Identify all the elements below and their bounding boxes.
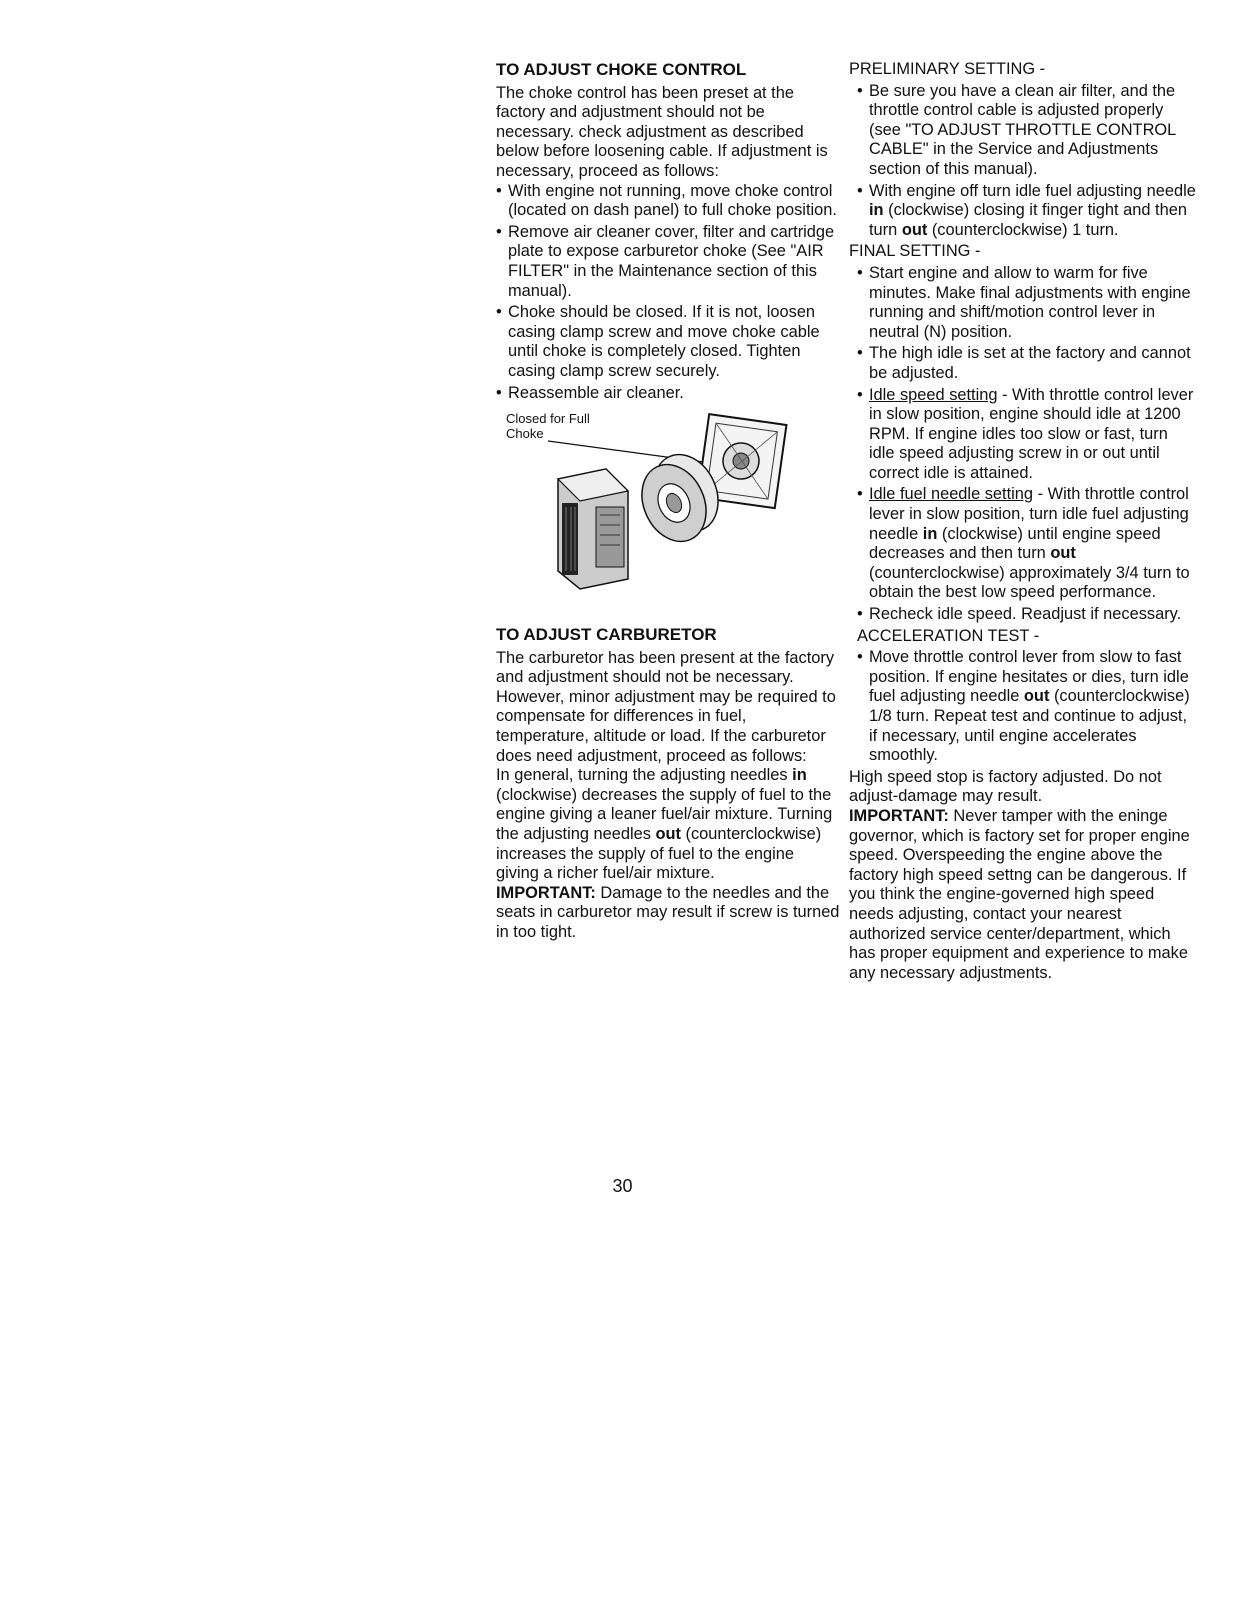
prelim-step-2-in: in (869, 201, 884, 220)
accel-heading: ACCELERATION TEST - (857, 626, 1040, 645)
accel-step-1-a: Move throttle control lever from slow to fast position. If engine hesitates or dies, turn idle fuel adjusting needle (869, 648, 1189, 706)
prelim-steps (857, 82, 1197, 241)
prelim-step-2 (857, 182, 1197, 241)
accel-steps (857, 648, 1197, 766)
prelim-step-2-a: With engine off turn idle fuel adjusting needle (869, 181, 1196, 200)
final-step-4-in: in (922, 524, 938, 543)
choke-step-1: • With engine not running, move choke control (located on dash panel) to full choke position. (496, 182, 841, 221)
carb-general-in: in (792, 766, 807, 785)
prelim-step-2-b: (clockwise) closing it finger tight and then turn (869, 201, 1187, 239)
choke-intro: The choke control has been preset at the factory and adjustment should not be necessary. check adjustment as described below before loosening cable. If adjustment is necessary, proceed as follows: (496, 83, 828, 180)
prelim-heading: PRELIMINARY SETTING - (849, 60, 1046, 78)
important-label: IMPORTANT: (496, 883, 596, 902)
accel-step-1-out: out (1023, 687, 1050, 706)
choke-step-2: • Remove air cleaner cover, filter and cartridge plate to expose carburetor choke (See "AIR FILTER" in the Maintenance section of this manual). (496, 223, 841, 301)
governor-important (849, 807, 1197, 983)
carb-general-text-c: (counterclockwise) increases the supply of fuel to the engine giving a richer fuel/air mixture. (496, 825, 822, 883)
figure-label: Closed for Full Choke (506, 411, 590, 442)
air-cleaner-illustration (496, 411, 836, 611)
final-step-2: • The high idle is set at the factory and cannot be adjusted. (857, 344, 1197, 383)
idle-speed-setting-label: Idle speed setting (869, 385, 998, 404)
final-heading: FINAL SETTING - (849, 242, 981, 261)
final-step-4-out: out (1050, 544, 1076, 563)
governor-important-text: Never tamper with the eninge governor, which is factory set for proper engine speed. Overspeeding the engine above the factory high speed settng can be dangerous. If you think the engine-governed high speed needs adjusting, contact your nearest authorized service center/department, which has proper equipment and experience to make any necessary adjustments. (849, 806, 1190, 982)
carb-general-text-b: (clockwise) decreases the supply of fuel to the engine giving a leaner fuel/air mixture. Turning the adjusting needles (496, 785, 833, 844)
idle-fuel-needle-label: Idle fuel needle setting (869, 485, 1034, 504)
choke-heading: TO ADJUST CHOKE CONTROL (496, 60, 747, 79)
left-column (496, 60, 841, 943)
prelim-step-1: • Be sure you have a clean air filter, and the throttle control cable is adjusted properly (see "TO ADJUST THROTTLE CONTROL CABLE" in the Service and Adjustments section of this manual). (857, 82, 1197, 180)
prelim-step-2-c: (counterclockwise) 1 turn. (927, 220, 1119, 239)
carb-important (496, 884, 841, 943)
final-step-4-c: (counterclockwise) approximately 3/4 turn to obtain the best low speed performance. (869, 563, 1190, 602)
carb-intro: The carburetor has been present at the factory and adjustment should not be necessary. However, minor adjustment may be required to compensate for differences in fuel, temperature, altitude or load. If the carburetor does need adjustment, proceed as follows: (496, 648, 836, 765)
final-step-4-b: (clockwise) until engine speed decreases and then turn (869, 524, 1161, 563)
carb-heading: TO ADJUST CARBURETOR (496, 625, 717, 645)
carb-general-out: out (655, 825, 681, 844)
final-step-5: • Recheck idle speed. Readjust if necessary. (857, 605, 1197, 625)
final-step-4 (857, 485, 1197, 603)
governor-important-label: IMPORTANT: (849, 806, 949, 825)
high-speed-note: High speed stop is factory adjusted. Do not adjust-damage may result. (849, 767, 1162, 806)
carb-general-text-a: In general, turning the adjusting needles (496, 766, 793, 785)
final-steps (857, 264, 1197, 625)
choke-steps (496, 182, 841, 404)
page-number: 30 (612, 1176, 633, 1196)
choke-figure (496, 411, 836, 611)
accel-step-1-b: (counterclockwise) 1/8 turn. Repeat test and continue to adjust, if necessary, until engine accelerates smoothly. (869, 687, 1190, 765)
final-step-3 (857, 386, 1197, 484)
choke-step-4: • Reassemble air cleaner. (496, 384, 841, 404)
carb-general (496, 766, 841, 884)
right-column (849, 60, 1197, 983)
important-text: Damage to the needles and the seats in carburetor may result if screw is turned in too tight. (496, 883, 840, 941)
idle-speed-setting-text: - With throttle control lever in slow position, engine should idle at 1200 RPM. If engine idles too slow or fast, turn idle speed adjusting screw in or out until correct idle is attained. (869, 385, 1194, 482)
accel-step-1 (857, 648, 1197, 766)
final-step-4-a: - With throttle control lever in slow position, turn idle fuel adjusting needle (869, 485, 1189, 543)
air-cleaner-cover (558, 469, 628, 589)
prelim-step-2-out: out (901, 220, 928, 239)
final-step-1: • Start engine and allow to warm for five minutes. Make final adjustments with engine running and shift/motion control lever in neutral (N) position. (857, 264, 1197, 342)
choke-step-3: • Choke should be closed. If it is not, loosen casing clamp screw and move choke cable until choke is completely closed. Tighten casing clamp screw securely. (496, 303, 841, 381)
